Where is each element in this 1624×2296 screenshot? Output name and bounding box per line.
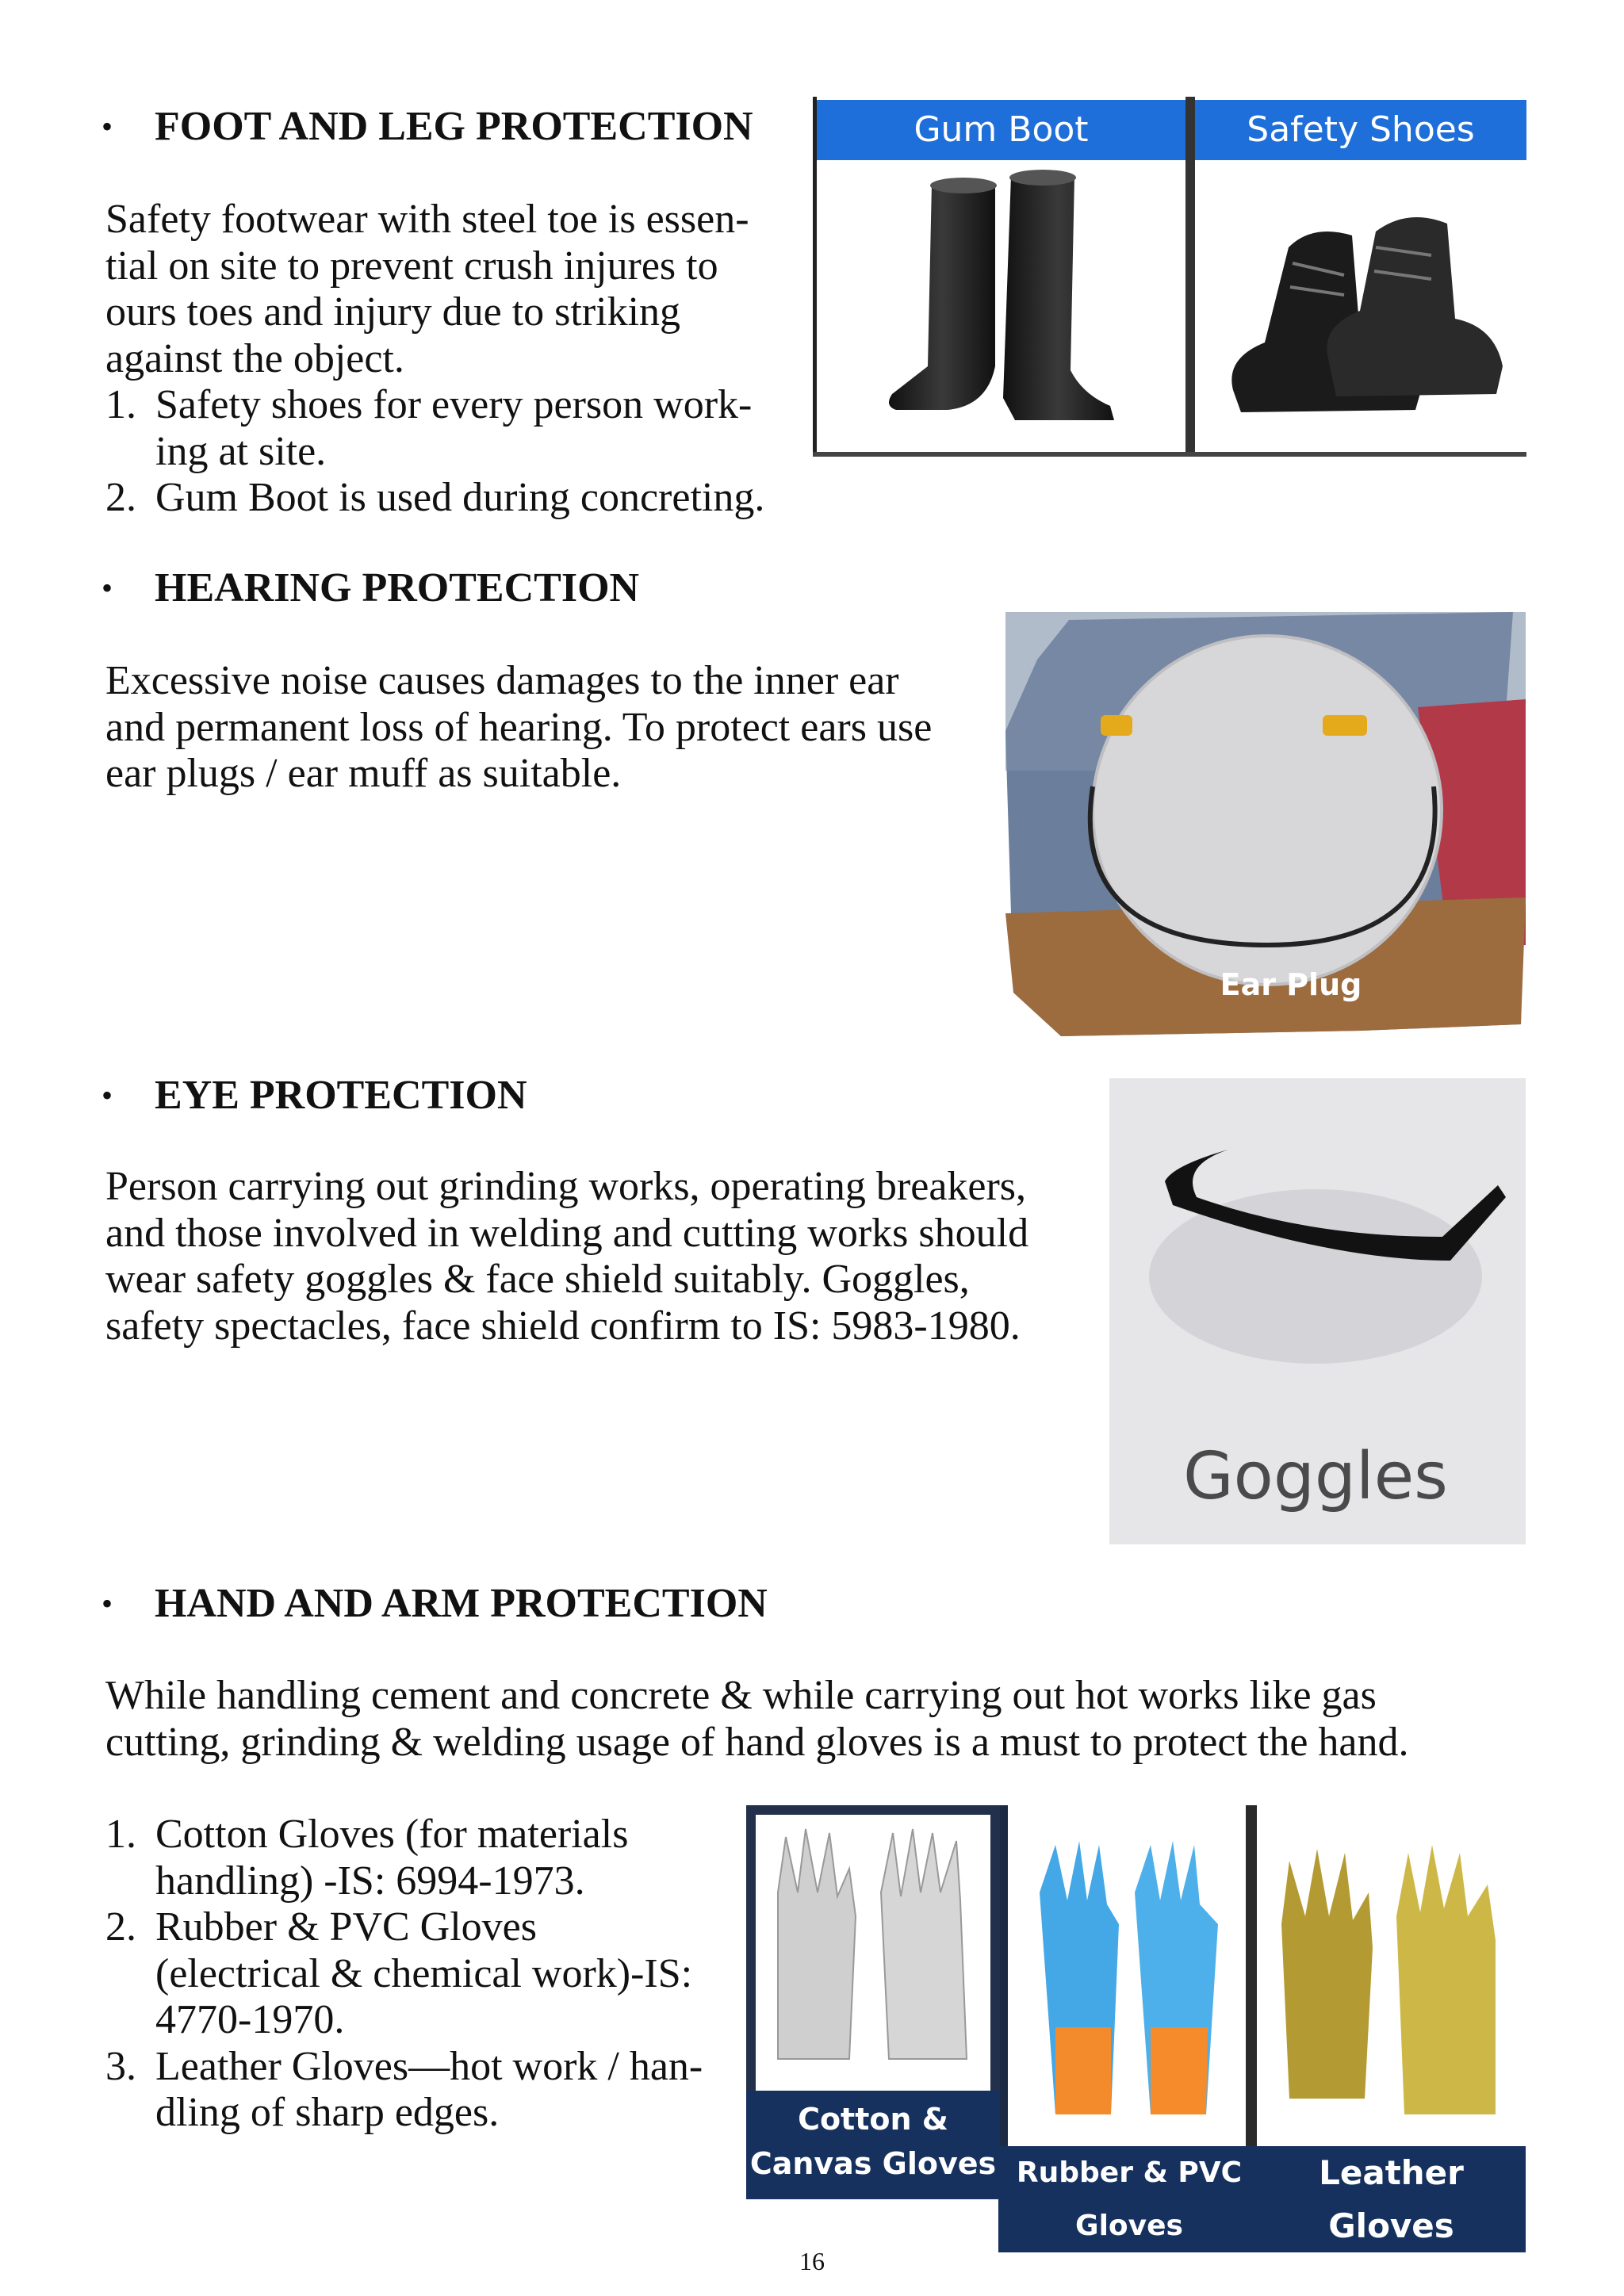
hearing-paragraph — [105, 658, 932, 798]
foot-para-line: against the object. — [105, 335, 404, 381]
foot-list — [105, 382, 764, 522]
safety-shoes-label: Safety Shoes — [1195, 100, 1526, 160]
rubber-gloves-label: Rubber & PVC Gloves — [998, 2146, 1260, 2252]
bullet-dot: • — [102, 1077, 113, 1113]
list-line: Safety shoes for every person work- — [155, 382, 753, 427]
list-line: Rubber & PVC Gloves — [155, 1904, 537, 1950]
list-number: 1. — [105, 382, 136, 427]
bullet-dot: • — [102, 109, 113, 144]
eye-para-line: safety spectacles, face shield confirm to IS: 5983-1980. — [105, 1303, 1021, 1349]
foot-para-line: tial on site to prevent crush injures to — [105, 243, 718, 289]
list-item — [105, 475, 764, 522]
cotton-gloves-label-line: Cotton & — [798, 2102, 948, 2137]
foot-para-line: Safety footwear with steel toe is essen- — [105, 197, 749, 242]
hearing-para-line: Excessive noise causes damages to the inner ear — [105, 658, 899, 703]
cotton-gloves-icon — [762, 1821, 984, 2083]
footwear-image — [813, 97, 1526, 457]
list-number: 1. — [105, 1812, 136, 1857]
list-line: Cotton Gloves (for materials — [155, 1812, 629, 1857]
leather-gloves-label: Leather Gloves — [1257, 2146, 1526, 2252]
eye-para-line: wear safety goggles & face shield suitably. Goggles, — [105, 1257, 970, 1302]
hearing-heading: HEARING PROTECTION — [155, 565, 640, 610]
leather-gloves-icon — [1270, 1829, 1515, 2130]
list-number: 3. — [105, 2043, 136, 2089]
hand-list — [105, 1812, 703, 2137]
list-item — [105, 1812, 703, 1904]
eye-para-line: and those involved in welding and cutting works should — [105, 1210, 1029, 1256]
page-number: 16 — [799, 2247, 825, 2275]
list-line: Leather Gloves—hot work / han- — [155, 2043, 703, 2089]
hand-paragraph — [105, 1673, 1408, 1766]
gum-boot-label: Gum Boot — [817, 100, 1185, 160]
eye-heading: EYE PROTECTION — [155, 1073, 527, 1118]
list-line: handling) -IS: 6994-1973. — [155, 1858, 585, 1904]
foot-heading: FOOT AND LEG PROTECTION — [155, 104, 753, 149]
hand-para-line: cutting, grinding & welding usage of hand gloves is a must to protect the hand. — [105, 1719, 1409, 1765]
foot-paragraph — [105, 197, 749, 382]
ear-plug-image — [1005, 612, 1526, 1039]
list-line: (electrical & chemical work)-IS: — [155, 1950, 693, 1996]
list-item — [105, 382, 764, 475]
list-number: 2. — [105, 1904, 136, 1950]
gum-boot-icon — [884, 168, 1122, 446]
ear-plug-label: Ear Plug — [1220, 967, 1362, 1002]
list-line: dling of sharp edges. — [155, 2090, 500, 2135]
goggles-icon — [1109, 1078, 1526, 1411]
list-item — [105, 2044, 703, 2137]
bullet-dot: • — [102, 1586, 113, 1621]
list-number: 2. — [105, 475, 136, 520]
hand-heading: HAND AND ARM PROTECTION — [155, 1581, 768, 1626]
list-line: Gum Boot is used during concreting. — [155, 475, 765, 520]
cotton-gloves-label-line: Canvas Gloves — [749, 2146, 997, 2181]
gloves-image — [746, 1805, 1526, 2245]
list-line: ing at site. — [155, 428, 327, 474]
goggles-label: Goggles — [1183, 1439, 1448, 1514]
goggles-image — [1109, 1078, 1526, 1544]
foot-para-line: ours toes and injury due to striking — [105, 289, 681, 335]
safety-shoes-icon — [1217, 200, 1511, 438]
bullet-dot: • — [102, 570, 113, 606]
list-item — [105, 1904, 703, 2044]
hand-para-line: While handling cement and concrete & while carrying out hot works like gas — [105, 1673, 1377, 1718]
eye-paragraph — [105, 1164, 1028, 1349]
eye-para-line: Person carrying out grinding works, operating breakers, — [105, 1164, 1027, 1209]
rubber-gloves-icon — [1024, 1829, 1238, 2130]
hearing-para-line: and permanent loss of hearing. To protect ears use — [105, 704, 933, 750]
cotton-gloves-label — [746, 2097, 1000, 2186]
hearing-para-line: ear plugs / ear muff as suitable. — [105, 751, 622, 796]
list-line: 4770-1970. — [155, 1997, 345, 2042]
